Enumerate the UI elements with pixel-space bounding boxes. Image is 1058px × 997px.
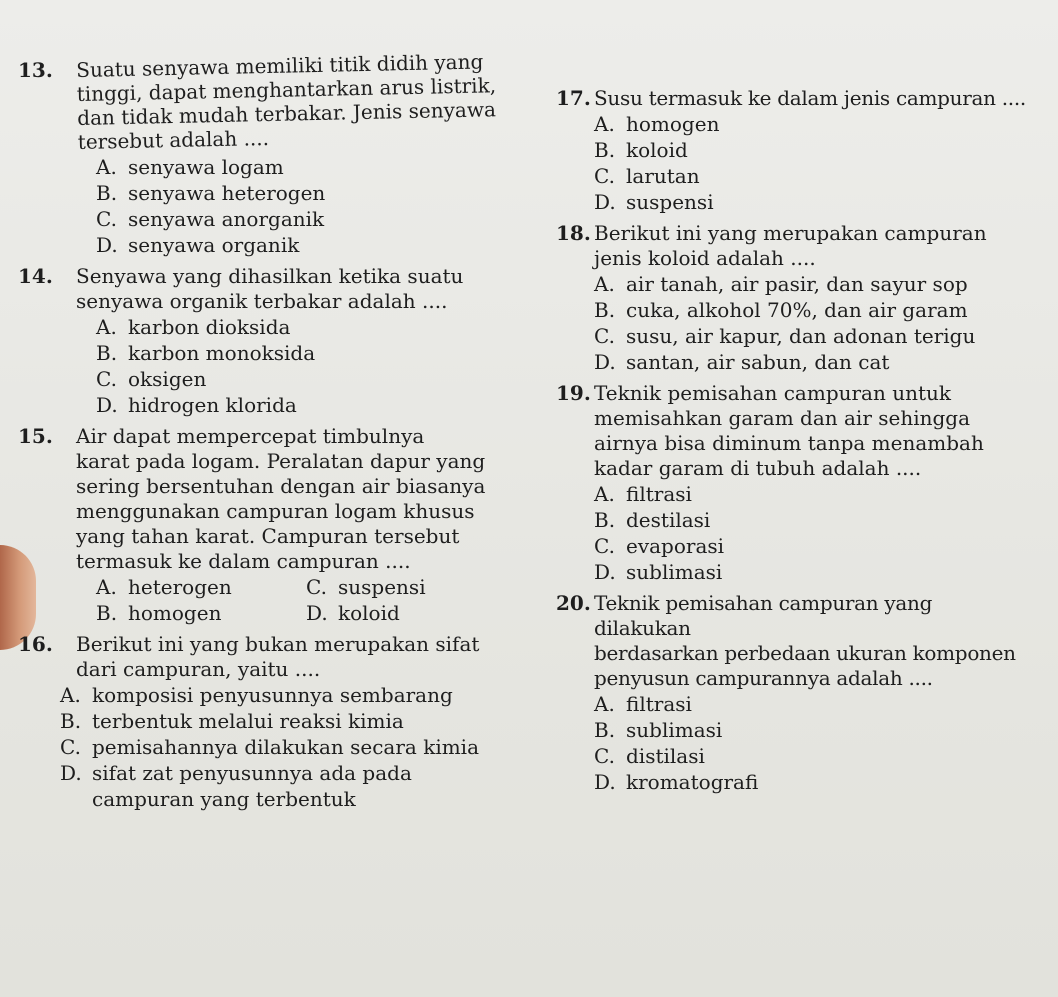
- option-letter: B.: [60, 709, 82, 733]
- option-text: distilasi: [626, 744, 705, 768]
- option-list: [60, 682, 536, 812]
- option-d: [96, 392, 536, 418]
- option-text: senyawa anorganik: [128, 207, 325, 231]
- option-b: [594, 297, 1026, 323]
- option-list: [594, 481, 1026, 585]
- option-a: [594, 481, 1026, 507]
- option-text: heterogen: [128, 575, 232, 599]
- option-text: evaporasi: [626, 534, 725, 558]
- option-text: filtrasi: [626, 482, 692, 506]
- option-a: [594, 271, 1026, 297]
- option-letter: D.: [96, 393, 118, 417]
- question-stem: Berikut ini yang merupakan campuran jenis koloid adalah ....: [594, 221, 987, 270]
- option-a: [594, 691, 1026, 717]
- question-19: [556, 381, 1026, 585]
- question-stem: Senyawa yang dihasilkan ketika suatu senyawa organik terbakar adalah ....: [76, 264, 464, 313]
- option-letter: A.: [594, 482, 615, 506]
- option-letter: C.: [60, 735, 81, 759]
- option-letter: B.: [594, 508, 616, 532]
- question-stem: Teknik pemisahan campuran yang dilakukan berdasarkan perbedaan ukuran komponen penyusun campurannya adalah ....: [594, 591, 1016, 690]
- option-d: [594, 559, 1026, 585]
- option-text: larutan: [626, 164, 700, 188]
- option-letter: A.: [96, 575, 117, 599]
- option-letter: D.: [594, 560, 616, 584]
- option-text: suspensi: [338, 575, 426, 599]
- option-text: sifat zat penyusunnya ada pada campuran yang terbentuk: [92, 761, 412, 811]
- option-a: [96, 154, 536, 180]
- option-b: [96, 600, 306, 626]
- option-c: [60, 734, 536, 760]
- option-d: [594, 769, 1026, 795]
- option-b: [96, 180, 536, 206]
- option-letter: B.: [96, 601, 118, 625]
- option-text: santan, air sabun, dan cat: [626, 350, 890, 374]
- question-number: 15.: [18, 424, 53, 448]
- option-letter: C.: [594, 534, 615, 558]
- option-letter: A.: [594, 272, 615, 296]
- option-text: pemisahannya dilakukan secara kimia: [92, 735, 480, 759]
- option-a: [96, 574, 306, 600]
- option-letter: B.: [96, 181, 118, 205]
- question-number: 17.: [556, 86, 591, 110]
- option-letter: B.: [96, 341, 118, 365]
- option-b: [594, 507, 1026, 533]
- question-stem: Air dapat mempercepat timbulnya karat pada logam. Peralatan dapur yang sering bersentuhan dengan air biasanya menggunakan campuran logam khusus yang tahan karat. Campuran tersebut termasuk ke dalam campuran ....: [76, 424, 486, 573]
- option-b: [594, 137, 1026, 163]
- option-text: homogen: [626, 112, 720, 136]
- option-c: [594, 533, 1026, 559]
- question-number: 14.: [18, 264, 53, 288]
- option-letter: A.: [96, 155, 117, 179]
- option-letter: D.: [60, 761, 82, 785]
- option-text: homogen: [128, 601, 222, 625]
- option-text: hidrogen klorida: [128, 393, 297, 417]
- question-number: 19.: [556, 381, 591, 405]
- option-b: [96, 340, 536, 366]
- option-list: [594, 691, 1026, 795]
- option-c: [594, 323, 1026, 349]
- option-d: [60, 760, 536, 812]
- option-letter: D.: [96, 233, 118, 257]
- question-stem: Teknik pemisahan campuran untuk memisahkan garam dan air sehingga airnya bisa diminum tanpa menambah kadar garam di tubuh adalah ....: [594, 381, 984, 480]
- question-stem: Suatu senyawa memiliki titik didih yang tinggi, dapat menghantarkan arus listrik, dan tidak mudah terbakar. Jenis senyawa tersebut adalah ....: [76, 49, 497, 154]
- option-text: cuka, alkohol 70%, dan air garam: [626, 298, 968, 322]
- option-list: [96, 154, 536, 258]
- option-letter: D.: [594, 350, 616, 374]
- question-stem: Susu termasuk ke dalam jenis campuran ....: [594, 86, 1026, 110]
- question-number: 16.: [18, 632, 53, 656]
- option-letter: B.: [594, 298, 616, 322]
- option-text: kromatografi: [626, 770, 759, 794]
- question-16: [18, 632, 536, 812]
- option-text: senyawa organik: [128, 233, 300, 257]
- question-15: [18, 424, 536, 626]
- option-a: [96, 314, 536, 340]
- option-a: [60, 682, 536, 708]
- option-letter: C.: [594, 744, 615, 768]
- option-letter: C.: [96, 367, 117, 391]
- option-text: sublimasi: [626, 560, 723, 584]
- option-letter: C.: [594, 324, 615, 348]
- question-number: 20.: [556, 591, 591, 615]
- option-text: senyawa heterogen: [128, 181, 326, 205]
- left-column: [18, 49, 536, 812]
- option-text: susu, air kapur, dan adonan terigu: [626, 324, 976, 348]
- option-list: [96, 314, 536, 418]
- option-list: [96, 574, 536, 626]
- option-c: [96, 366, 536, 392]
- option-b: [594, 717, 1026, 743]
- option-d: [306, 600, 516, 626]
- right-column: [556, 86, 1026, 801]
- option-letter: A.: [96, 315, 117, 339]
- option-text: filtrasi: [626, 692, 692, 716]
- option-letter: D.: [594, 190, 616, 214]
- option-text: destilasi: [626, 508, 711, 532]
- option-c: [96, 206, 536, 232]
- option-letter: C.: [594, 164, 615, 188]
- option-text: suspensi: [626, 190, 714, 214]
- option-d: [594, 189, 1026, 215]
- option-text: sublimasi: [626, 718, 723, 742]
- option-letter: B.: [594, 138, 616, 162]
- option-text: karbon dioksida: [128, 315, 291, 339]
- option-text: koloid: [338, 601, 400, 625]
- option-d: [96, 232, 536, 258]
- option-text: koloid: [626, 138, 688, 162]
- option-letter: C.: [96, 207, 117, 231]
- option-letter: C.: [306, 575, 327, 599]
- option-letter: B.: [594, 718, 616, 742]
- option-text: terbentuk melalui reaksi kimia: [92, 709, 404, 733]
- question-14: [18, 264, 536, 418]
- option-list: [594, 111, 1026, 215]
- option-text: komposisi penyusunnya sembarang: [92, 683, 453, 707]
- option-b: [60, 708, 536, 734]
- option-text: senyawa logam: [128, 155, 284, 179]
- question-20: [556, 591, 1026, 795]
- option-letter: D.: [306, 601, 328, 625]
- option-text: karbon monoksida: [128, 341, 316, 365]
- question-stem: Berikut ini yang bukan merupakan sifat dari campuran, yaitu ....: [76, 632, 480, 681]
- option-text: air tanah, air pasir, dan sayur sop: [626, 272, 968, 296]
- option-letter: A.: [594, 112, 615, 136]
- option-c: [306, 574, 516, 600]
- question-17: [556, 86, 1026, 215]
- question-13: [18, 49, 536, 258]
- option-text: oksigen: [128, 367, 207, 391]
- option-a: [594, 111, 1026, 137]
- option-letter: A.: [60, 683, 81, 707]
- question-number: 13.: [18, 58, 53, 82]
- option-letter: D.: [594, 770, 616, 794]
- option-letter: A.: [594, 692, 615, 716]
- option-c: [594, 743, 1026, 769]
- question-18: [556, 221, 1026, 375]
- question-number: 18.: [556, 221, 591, 245]
- option-c: [594, 163, 1026, 189]
- option-list: [594, 271, 1026, 375]
- option-d: [594, 349, 1026, 375]
